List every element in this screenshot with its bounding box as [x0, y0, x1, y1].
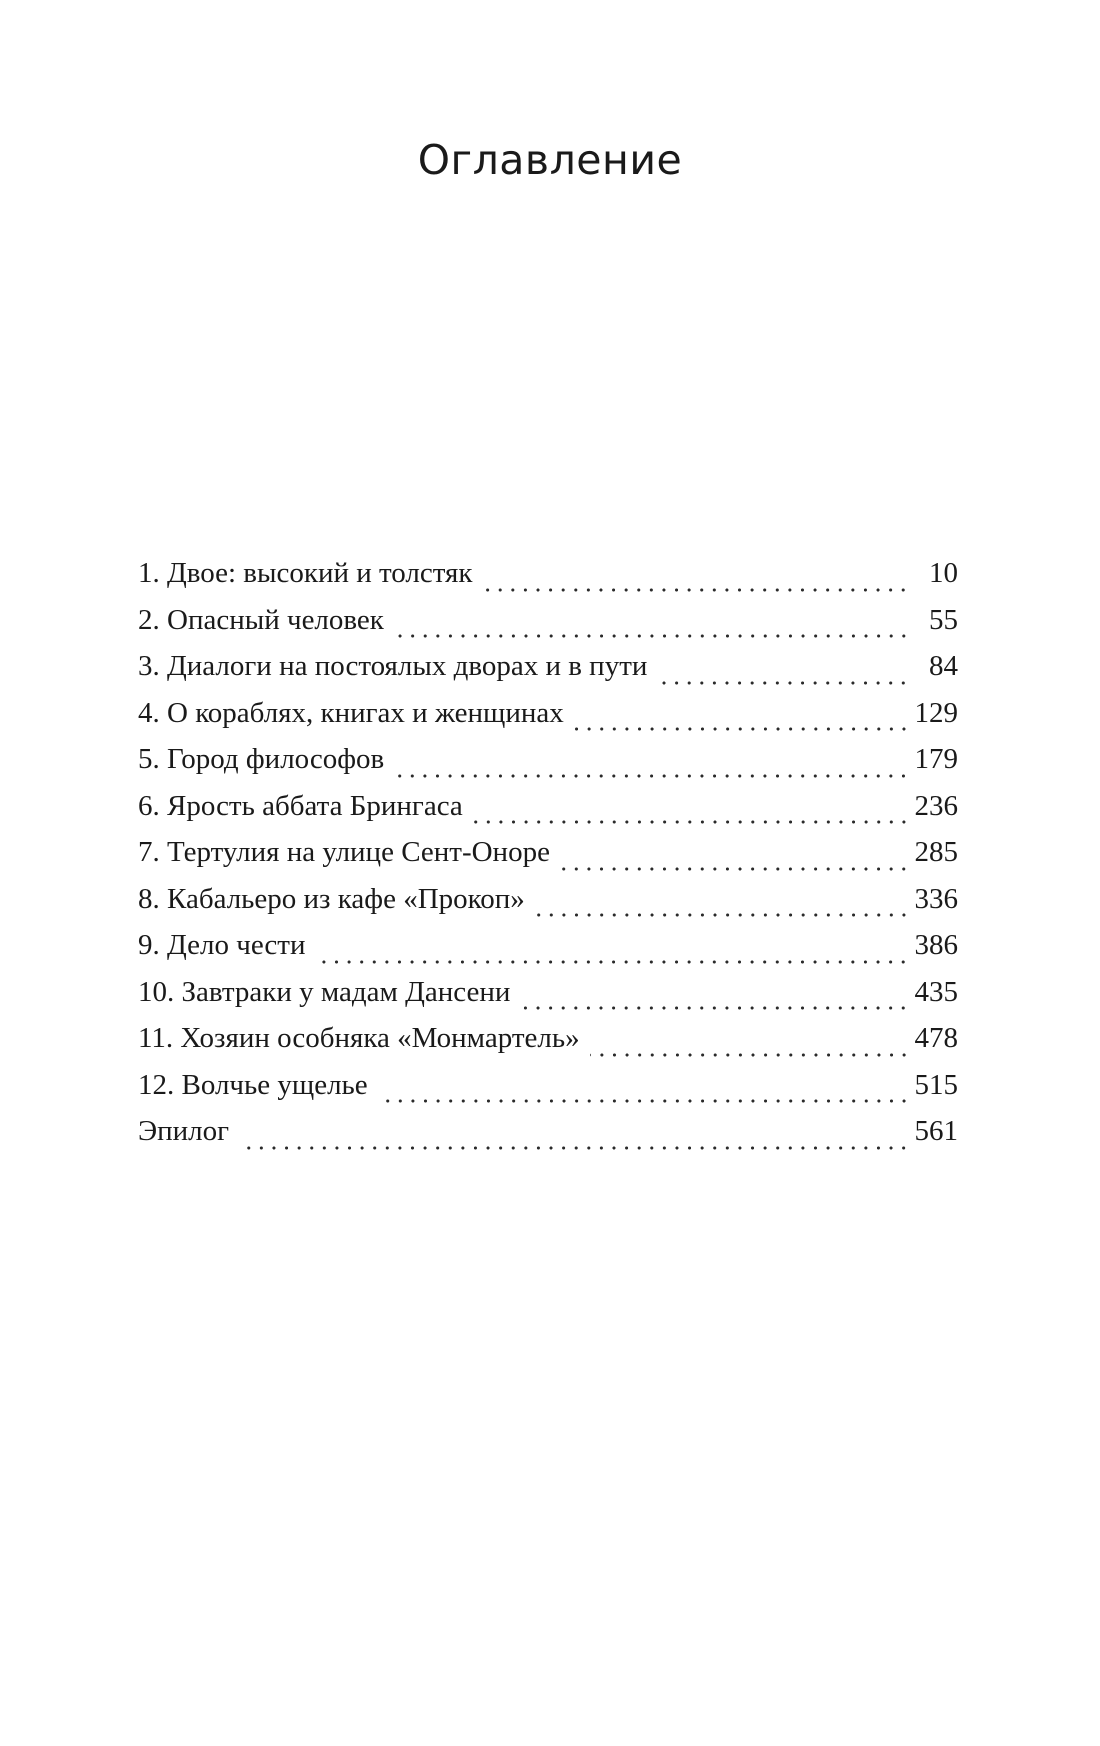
toc-entry-label: 3. Диалоги на постоялых дворах и в пути [138, 650, 648, 682]
toc-entry-page: 515 [914, 1068, 958, 1101]
toc-leader-dots [394, 634, 910, 638]
toc-entry-page: 84 [929, 650, 958, 682]
toc-entry-page: 10 [929, 557, 958, 589]
toc-entry-page: 561 [914, 1115, 958, 1147]
page-title: Оглавление [417, 136, 683, 184]
toc-leader-dots [239, 1146, 910, 1150]
toc-entry-epilogue[interactable] [138, 1115, 958, 1162]
toc-leader-dots [520, 1006, 910, 1010]
toc-entry-label: 10. Завтраки у мадам Дансени [138, 975, 511, 1008]
toc-entry-page: 336 [914, 882, 958, 915]
toc-entry-label: Эпилог [138, 1115, 230, 1147]
toc-entry-label: 6. Ярость аббата Брингаса [138, 789, 463, 822]
toc-entry-1[interactable] [138, 557, 958, 604]
toc-entry-4[interactable] [138, 697, 958, 744]
toc-entry-label: 2. Опасный человек [138, 603, 384, 636]
toc-entry-page: 386 [914, 929, 958, 961]
toc-leader-dots [473, 820, 910, 824]
toc-entry-page: 179 [914, 743, 958, 775]
toc-entry-8[interactable] [138, 883, 958, 930]
toc-entry-page: 435 [914, 975, 958, 1008]
toc-leader-dots [315, 960, 910, 964]
toc-entry-6[interactable] [138, 790, 958, 837]
toc-entry-9[interactable] [138, 929, 958, 976]
toc-leader-dots [394, 774, 910, 778]
toc-entry-label: 5. Город философов [138, 743, 385, 775]
toc-entry-page: 478 [914, 1022, 958, 1054]
toc-entry-3[interactable] [138, 650, 958, 697]
toc-entry-2[interactable] [138, 604, 958, 651]
toc-entry-label: 11. Хозяин особняка «Монмартель» [138, 1022, 580, 1054]
toc-entry-page: 236 [914, 789, 958, 822]
toc-entry-5[interactable] [138, 743, 958, 790]
table-of-contents [138, 557, 958, 1162]
toc-leader-dots [574, 727, 910, 731]
toc-entry-12[interactable] [138, 1069, 958, 1116]
toc-entry-11[interactable] [138, 1022, 958, 1069]
toc-entry-page: 285 [914, 836, 958, 868]
toc-entry-page: 55 [929, 603, 958, 636]
toc-leader-dots [590, 1053, 910, 1057]
toc-entry-label: 9. Дело чести [138, 929, 306, 961]
toc-leader-dots [657, 681, 910, 685]
toc-entry-label: 12. Волчье ущелье [138, 1068, 368, 1101]
toc-entry-10[interactable] [138, 976, 958, 1023]
toc-entry-label: 1. Двое: высокий и толстяк [138, 557, 473, 589]
toc-leader-dots [482, 588, 910, 592]
toc-entry-label: 7. Тертулия на улице Сент-Оноре [138, 836, 550, 868]
toc-entry-label: 4. О кораблях, книгах и женщинах [138, 696, 564, 729]
toc-leader-dots [560, 867, 910, 871]
toc-leader-dots [535, 913, 910, 917]
toc-entry-page: 129 [914, 696, 958, 729]
toc-entry-label: 8. Кабальеро из кафе «Прокоп» [138, 882, 525, 915]
toc-entry-7[interactable] [138, 836, 958, 883]
toc-leader-dots [378, 1099, 910, 1103]
